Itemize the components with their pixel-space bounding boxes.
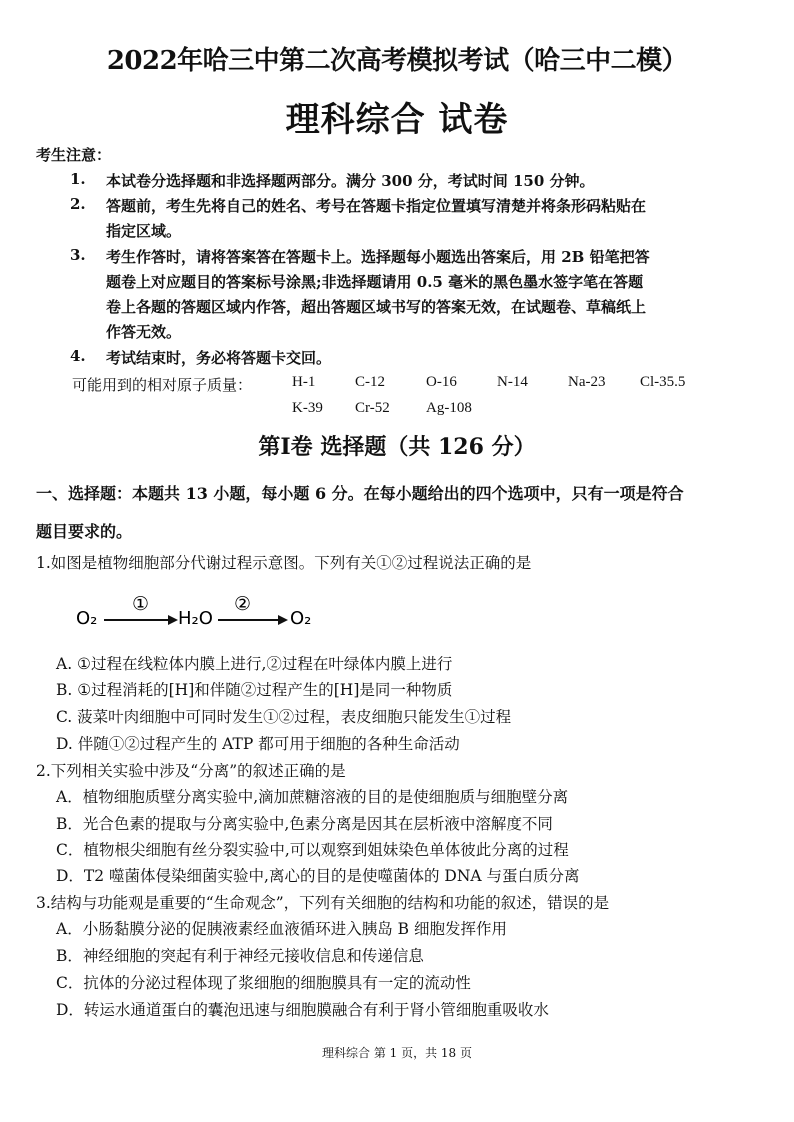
diagram-arrowhead-1 [168, 615, 178, 625]
atomic-mass: H-1 [292, 374, 316, 390]
notice-line: 考生作答时，请将答案答在答题卡上。选择题每小题选出答案后，用 2B 铅笔把答 [106, 248, 650, 266]
diagram-step-2: ② [234, 594, 252, 615]
diagram-start-o2: O₂ [76, 608, 98, 629]
question-1-option-a[interactable]: A. ①过程在线粒体内膜上进行,②过程在叶绿体内膜上进行 [56, 655, 453, 673]
section-instruction: 题目要求的。 [36, 522, 133, 541]
atomic-mass: C-12 [355, 374, 385, 390]
notice-number: 2. [70, 195, 86, 213]
notice-line: 题卷上对应题目的答案标号涂黑;非选择题请用 0.5 毫米的黑色墨水签字笔在答题 [106, 273, 644, 291]
atomic-mass: K-39 [292, 400, 323, 416]
atomic-mass: O-16 [426, 374, 457, 390]
exam-title: 2022年哈三中第二次高考模拟考试（哈三中二模） [106, 46, 688, 76]
notice-line: 作答无效。 [106, 323, 182, 341]
notice-line: 指定区域。 [106, 222, 182, 240]
question-3-option-b[interactable]: B．神经细胞的突起有利于神经元接收信息和传递信息 [56, 947, 424, 965]
question-2-option-c[interactable]: C．植物根尖细胞有丝分裂实验中,可以观察到姐妹染色单体彼此分离的过程 [56, 841, 569, 859]
notice-line: 卷上各题的答题区域内作答，超出答题区域书写的答案无效，在试题卷、草稿纸上 [106, 298, 647, 316]
diagram-step-1: ① [132, 594, 150, 615]
metabolism-diagram [74, 594, 354, 638]
question-2-option-a[interactable]: A．植物细胞质壁分离实验中,滴加蔗糖溶液的目的是使细胞质与细胞壁分离 [56, 788, 569, 806]
atomic-mass: Cr-52 [355, 400, 390, 416]
atomic-mass: N-14 [497, 374, 528, 390]
section-title: 第Ⅰ卷 选择题（共 126 分） [258, 434, 536, 460]
section-instruction: 一、选择题：本题共 13 小题，每小题 6 分。在每小题给出的四个选项中，只有一项是符合 [36, 484, 684, 503]
question-3-option-c[interactable]: C．抗体的分泌过程体现了浆细胞的细胞膜具有一定的流动性 [56, 974, 471, 992]
atomic-mass: Ag-108 [426, 400, 472, 416]
page-footer: 理科综合 第 1 页，共 18 页 [322, 1046, 472, 1060]
notice-heading: 考生注意： [36, 146, 112, 164]
question-1-option-b[interactable]: B. ①过程消耗的[H]和伴随②过程产生的[H]是同一种物质 [56, 681, 453, 699]
diagram-arrowhead-2 [278, 615, 288, 625]
notice-line: 考试结束时，务必将答题卡交回。 [106, 349, 332, 367]
diagram-end-o2: O₂ [290, 608, 312, 629]
question-2-stem: 2.下列相关实验中涉及“分离”的叙述正确的是 [36, 762, 346, 780]
notice-number: 4. [70, 347, 86, 365]
notice-line: 答题前，考生先将自己的姓名、考号在答题卡指定位置填写清楚并将条形码粘贴在 [106, 197, 647, 215]
notice-number: 3. [70, 246, 86, 264]
question-3-stem: 3.结构与功能观是重要的“生命观念”，下列有关细胞的结构和功能的叙述，错误的是 [36, 894, 610, 912]
question-1-option-c[interactable]: C. 菠菜叶肉细胞中可同时发生①②过程，表皮细胞只能发生①过程 [56, 708, 512, 726]
atomic-masses-label: 可能用到的相对原子质量： [72, 376, 253, 394]
question-2-option-d[interactable]: D．T2 噬菌体侵染细菌实验中,离心的目的是使噬菌体的 DNA 与蛋白质分离 [56, 867, 580, 885]
question-1-option-d[interactable]: D. 伴随①②过程产生的 ATP 都可用于细胞的各种生命活动 [56, 735, 460, 753]
atomic-mass: Cl-35.5 [640, 374, 686, 390]
exam-subtitle: 理科综合 试卷 [285, 100, 509, 140]
question-1-stem: 1.如图是植物细胞部分代谢过程示意图。下列有关①②过程说法正确的是 [36, 554, 532, 572]
question-3-option-d[interactable]: D．转运水通道蛋白的囊泡迅速与细胞膜融合有利于肾小管细胞重吸收水 [56, 1001, 549, 1019]
diagram-middle-h2o: H₂O [178, 608, 213, 629]
question-2-option-b[interactable]: B．光合色素的提取与分离实验中,色素分离是因其在层析液中溶解度不同 [56, 815, 553, 833]
atomic-mass: Na-23 [568, 374, 606, 390]
notice-line: 本试卷分选择题和非选择题两部分。满分 300 分，考试时间 150 分钟。 [106, 172, 595, 190]
question-3-option-a[interactable]: A．小肠黏膜分泌的促胰液素经血液循环进入胰岛 B 细胞发挥作用 [56, 920, 507, 938]
notice-number: 1. [70, 170, 86, 188]
